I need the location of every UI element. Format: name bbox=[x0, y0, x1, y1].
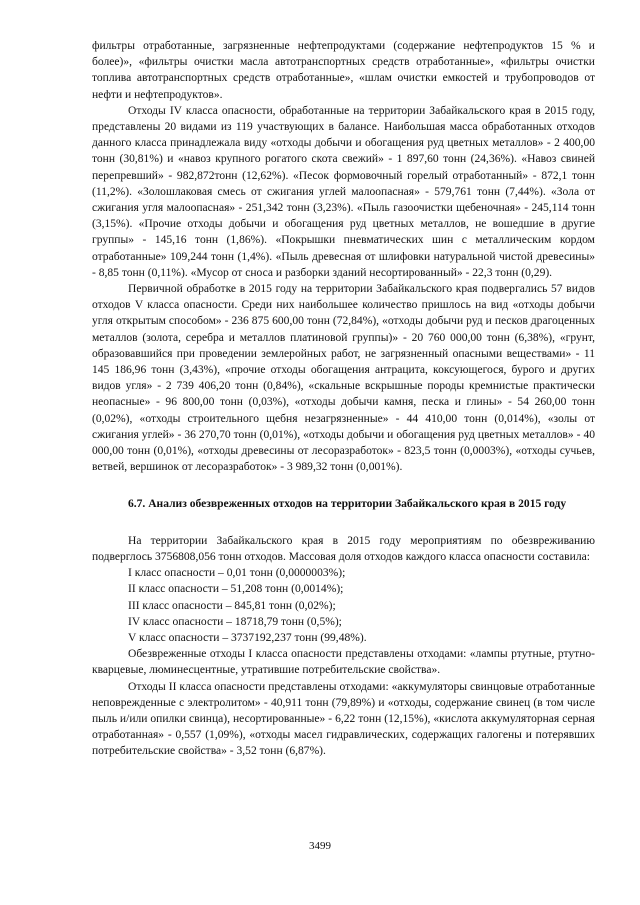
paragraph-neutralization-intro: На территории Забайкальского края в 2015 году мероприятиям по обезвреживанию подверглось 3756808,056 тонн отходов. Массовая доля отходов каждого класса опасности составила: bbox=[92, 534, 595, 563]
paragraph-class-ii-neutralized: Отходы II класса опасности представлены отходами: «аккумуляторы свинцовые отработанные неповрежденные с электролитом» - 40,911 тонн (79,89%) и «отходы, содержание свинец (в том числе пыль и/или опилки свинца), несортированные» - 6,22 тонн (12,15%), «кислота аккумуляторная серная отработанная» - 0,557 (1,09%), «отходы масел гидравлических, содержащих галогены и потерявших потребительские свойства» - 3,52 тонн (6,87%). bbox=[92, 680, 595, 758]
list-item: IV класс опасности – 18718,79 тонн (0,5%); bbox=[128, 615, 342, 628]
page-number: 3499 bbox=[309, 840, 331, 852]
paragraph-class-iv: Отходы IV класса опасности, обработанные на территории Забайкальского края в 2015 году, представлены 20 видами из 119 участвующих в балансе. Наибольшая масса обработанных отходов данного класса принадлежала виду «отходы добычи и обогащения руд цветных металлов» - 2 400,00 тонн (30,81%) и «навоз крупного рогатого скота свежий» - 1 897,60 тонн (24,36%). «Навоз свиней перепревший» - 982,872тонн (12,62%). «Песок формовочный горелый отработанный» - 872,1 тонн (11,2%). «Золошлаковая смесь от сжигания углей малоопасная» - 579,761 тонн (7,44%). «Зола от сжигания угля малоопасная» - 251,342 тонн (3,23%). «Пыль газоочистки щебеночная» - 245,114 тонн (3,15%). «Прочие отходы добычи и обогащения руд цветных металлов, не вошедшие в другие группы» - 145,16 тонн (1,86%). «Покрышки пневматических шин с металлическим кордом отработанные» 109,244 тонн (1,4%). «Пыль древесная от шлифовки натуральной чистой древесины» - 8,85 тонн (0,11%). «Мусор от сноса и разборки зданий несортированный» - 22,3 тонн (0,29). bbox=[92, 104, 595, 279]
list-item: II класс опасности – 51,208 тонн (0,0014%); bbox=[128, 583, 344, 596]
paragraph-filters: фильтры отработанные, загрязненные нефтепродуктами (содержание нефтепродуктов 15 % и более)», «фильтры очистки масла автотранспортных средств отработанные», «фильтры очистки топлива автотранспортных средств отработанные», «шлам очистки емкостей и трубопроводов от нефти и нефтепродуктов». bbox=[92, 40, 595, 101]
list-item: I класс опасности – 0,01 тонн (0,0000003%); bbox=[128, 567, 346, 580]
list-item: V класс опасности – 3737192,237 тонн (99,48%). bbox=[128, 631, 367, 644]
list-item: III класс опасности – 845,81 тонн (0,02%); bbox=[128, 599, 336, 612]
paragraph-class-v: Первичной обработке в 2015 году на территории Забайкальского края подвергались 57 видов отходов V класса опасности. Среди них наибольшее количество пришлось на вид «отходы добычи угля открытым способом» - 236 875 600,00 тонн (72,84%), «отходы добычи руд и песков драгоценных металлов (золота, серебра и металлов платиновой группы)» - 20 760 000,00 тонн (6,38%), «грунт, образовавшийся при проведении землеройных работ, не загрязненный опасными веществами» - 11 145 186,96 тонн (3,43%), «прочие отходы обогащения антрацита, коксующегося, бурого и других видов угля» - 2 739 406,20 тонн (0,84%), «скальные вскрышные породы кремнистые практически неопасные» - 96 800,00 тонн (0,03%), «отходы добычи камня, песка и глины» - 54 260,00 тонн (0,02%), «отходы строительного щебня незагрязненные» - 44 410,00 тонн (0,014%), «золы от сжигания углей» - 36 270,70 тонн (0,01%), «отходы добычи и обогащения руд цветных металлов» - 40 000,00 тонн (0,01%), «отходы древесины от лесоразработок» - 823,5 тонн (0,0003%), «отходы сучьев, ветвей, вершинок от лесоразработок» - 3 989,32 тонн (0,001%). bbox=[92, 283, 595, 474]
paragraph-class-i-neutralized: Обезвреженные отходы I класса опасности представлены отходами: «лампы ртутные, ртутно-кварцевые, люминесцентные, утратившие потребительские свойства». bbox=[92, 648, 595, 677]
document-page bbox=[92, 38, 595, 760]
section-heading: 6.7. Анализ обезвреженных отходов на территории Забайкальского края в 2015 году bbox=[128, 498, 567, 511]
hazard-class-list bbox=[92, 565, 595, 646]
